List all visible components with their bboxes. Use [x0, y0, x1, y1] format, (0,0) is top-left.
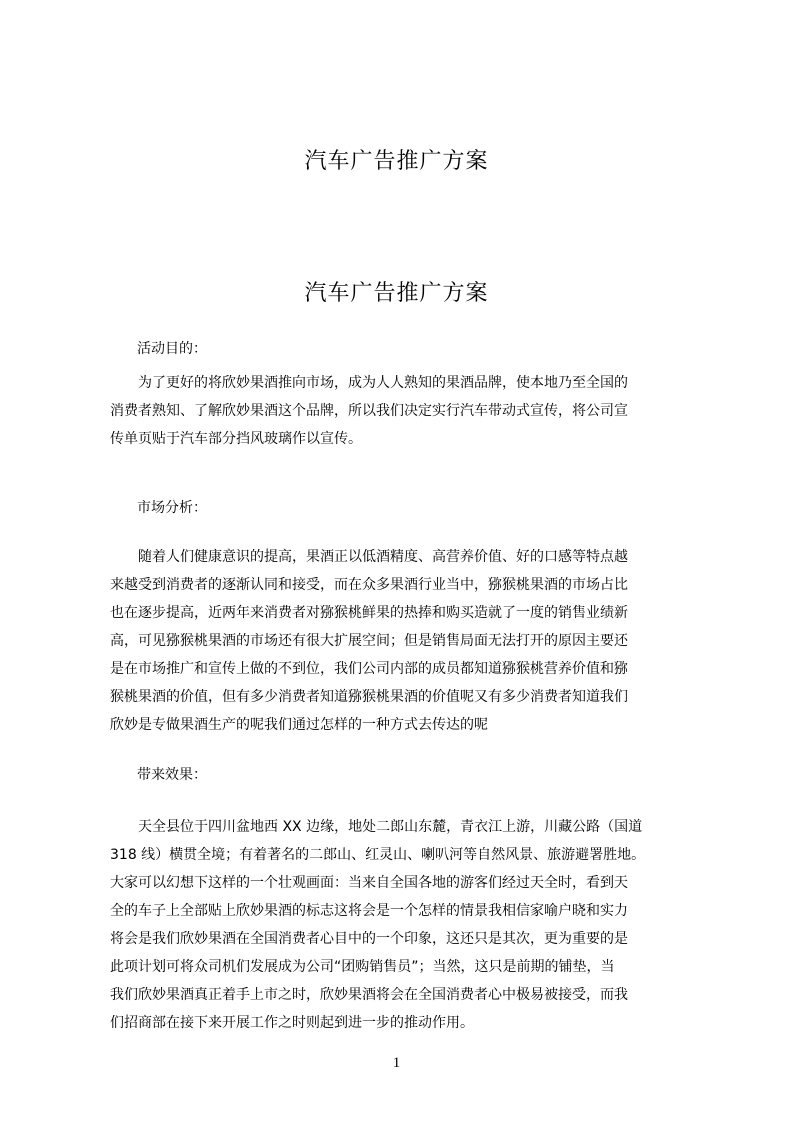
- paragraph-line: 为了更好的将欣妙果酒推向市场，成为人人熟知的果酒品牌，使本地乃至全国的: [138, 375, 628, 391]
- page-number: 1: [392, 1055, 401, 1071]
- paragraph-line: 随着人们健康意识的提高，果酒正以低酒精度、高营养价值、好的口感等特点越: [138, 549, 628, 565]
- section-heading-purpose: 活动目的：: [137, 341, 207, 357]
- section-paragraph-market-analysis: [110, 543, 702, 739]
- document-title: 汽车广告推广方案: [304, 281, 489, 306]
- cover-title: 汽车广告推广方案: [304, 149, 489, 174]
- paragraph-line: 此项计划可将众司机们发展成为公司“团购销售员”；当然，这只是前期的铺垫，当: [110, 959, 615, 975]
- paragraph-line: 传单页贴于汽车部分挡风玻璃作以宣传。: [110, 431, 362, 447]
- section-heading-effects: 带来效果：: [137, 767, 207, 783]
- paragraph-line: 来越受到消费者的逐渐认同和接受，而在众多果酒行业当中，猕猴桃果酒的市场占比: [110, 577, 628, 593]
- paragraph-line: 猴桃果酒的价值，但有多少消费者知道猕猴桃果酒的价值呢又有多少消费者知道我们: [110, 689, 628, 705]
- paragraph-line: 天全县位于四川盆地西 XX 边缘，地处二郎山东麓，青衣江上游，川藏公路（国道: [138, 819, 643, 835]
- paragraph-line: 是在市场推广和宣传上做的不到位，我们公司内部的成员都知道猕猴桃营养价值和猕: [110, 661, 628, 677]
- paragraph-line: 全的车子上全部贴上欣妙果酒的标志这将会是一个怎样的情景我相信家喻户晓和实力: [110, 903, 628, 919]
- paragraph-line: 也在逐步提高，近两年来消费者对猕猴桃鲜果的热捧和购买造就了一度的销售业绩新: [110, 605, 628, 621]
- paragraph-line: 大家可以幻想下这样的一个壮观画面：当来自全国各地的游客们经过天全时，看到天: [110, 875, 628, 891]
- section-paragraph-effects: [110, 813, 702, 1037]
- paragraph-line: 消费者熟知、了解欣妙果酒这个品牌，所以我们决定实行汽车带动式宣传，将公司宣: [110, 403, 628, 419]
- paragraph-line: 318 线）横贯全境；有着著名的二郎山、红灵山、喇叭河等自然风景、旅游避署胜地。: [110, 847, 646, 863]
- paragraph-line: 我们欣妙果酒真正着手上市之时，欣妙果酒将会在全国消费者心中极易被接受，而我: [110, 987, 628, 1003]
- section-heading-market-analysis: 市场分析：: [137, 500, 207, 516]
- section-paragraph-purpose: [110, 369, 702, 453]
- paragraph-line: 将会是我们欣妙果酒在全国消费者心目中的一个印象，这还只是其次，更为重要的是: [110, 931, 628, 947]
- paragraph-line: 们招商部在接下来开展工作之时则起到进一步的推动作用。: [110, 1015, 474, 1031]
- paragraph-line: 欣妙是专做果酒生产的呢我们通过怎样的一种方式去传达的呢: [110, 717, 488, 733]
- paragraph-line: 高，可见猕猴桃果酒的市场还有很大扩展空间；但是销售局面无法打开的原因主要还: [110, 633, 628, 649]
